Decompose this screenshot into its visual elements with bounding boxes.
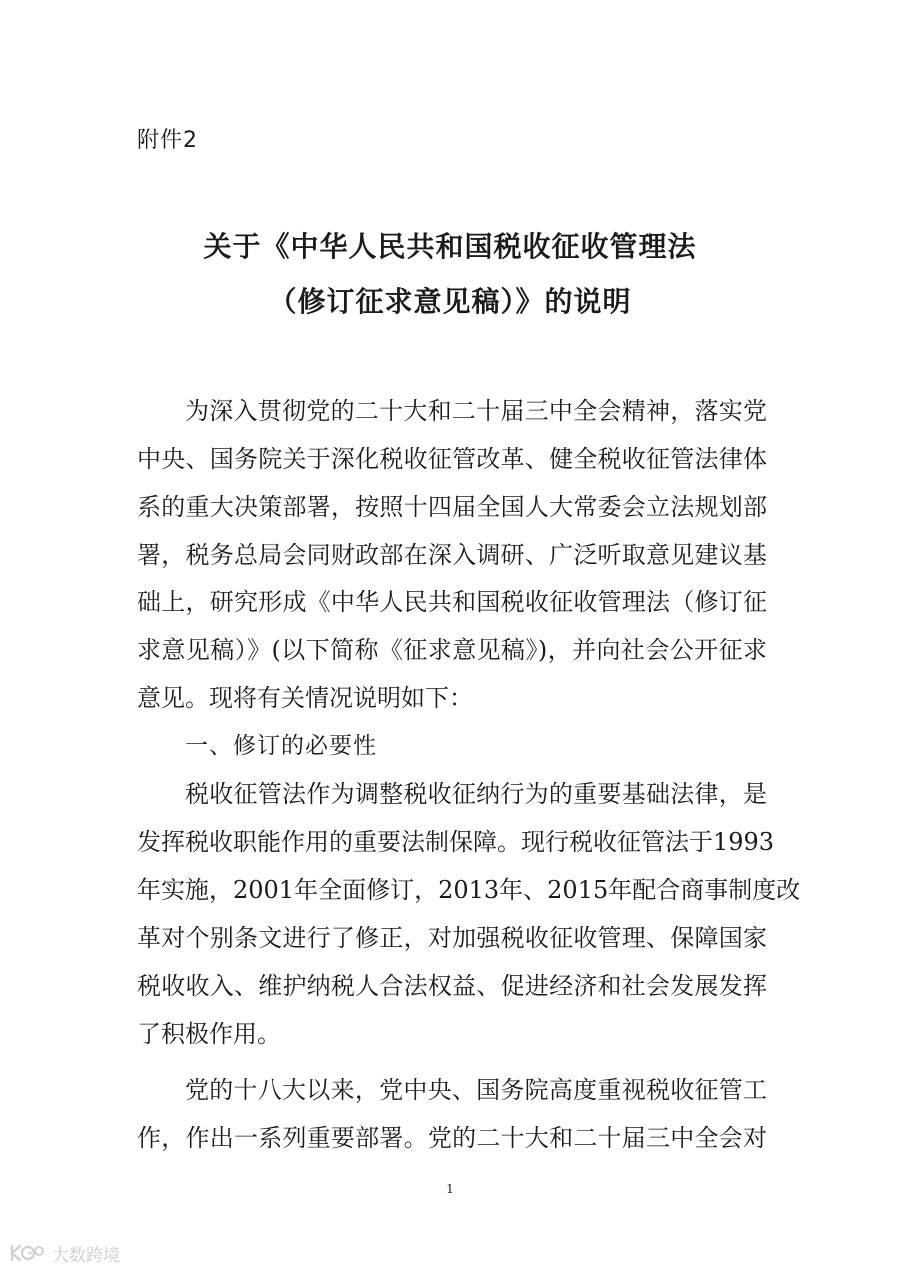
text-line: 础上，研究形成《中华人民共和国税收征收管理法（修订征 [137,588,767,616]
section-heading: 一、修订的必要性 [185,733,377,759]
text-line: 了积极作用。 [137,1020,281,1048]
text-line: 意见。现将有关情况说明如下： [137,684,473,712]
document-title-line-1: 关于《中华人民共和国税收征收管理法 [203,230,697,263]
text-line: 税收收入、维护纳税人合法权益、促进经济和社会发展发挥 [137,972,767,1000]
text-line: 党的十八大以来，党中央、国务院高度重视税收征管工 [185,1076,767,1104]
text-line: 作，作出一系列重要部署。党的二十大和二十届三中全会对 [137,1124,767,1152]
watermark [6,1240,120,1266]
text-line: 发挥税收职能作用的重要法制保障。现行税收征管法于1993 [137,828,775,856]
text-line: 中央、国务院关于深化税收征管改革、健全税收征管法律体 [137,445,767,473]
text-line: 税收征管法作为调整税收征纳行为的重要基础法律，是 [185,780,767,808]
page-number: 1 [446,1182,454,1196]
text-line: 为深入贯彻党的二十大和二十届三中全会精神，落实党 [185,397,767,425]
text-line: 系的重大决策部署，按照十四届全国人大常委会立法规划部 [137,493,767,521]
text-line: 求意见稿）》(以下简称《征求意见稿》)，并向社会公开征求 [137,636,767,664]
text-line: 年实施，2001年全面修订，2013年、2015年配合商事制度改 [137,876,801,904]
attachment-label: 附件2 [137,128,198,153]
watermark-logo-icon [6,1242,46,1264]
text-line: 署，税务总局会同财政部在深入调研、广泛听取意见建议基 [137,541,767,569]
text-line: 革对个别条文进行了修正，对加强税收征收管理、保障国家 [137,924,767,952]
document-title-line-2: （修订征求意见稿）》的说明 [268,285,632,318]
watermark-text: 大数跨境 [52,1245,120,1266]
